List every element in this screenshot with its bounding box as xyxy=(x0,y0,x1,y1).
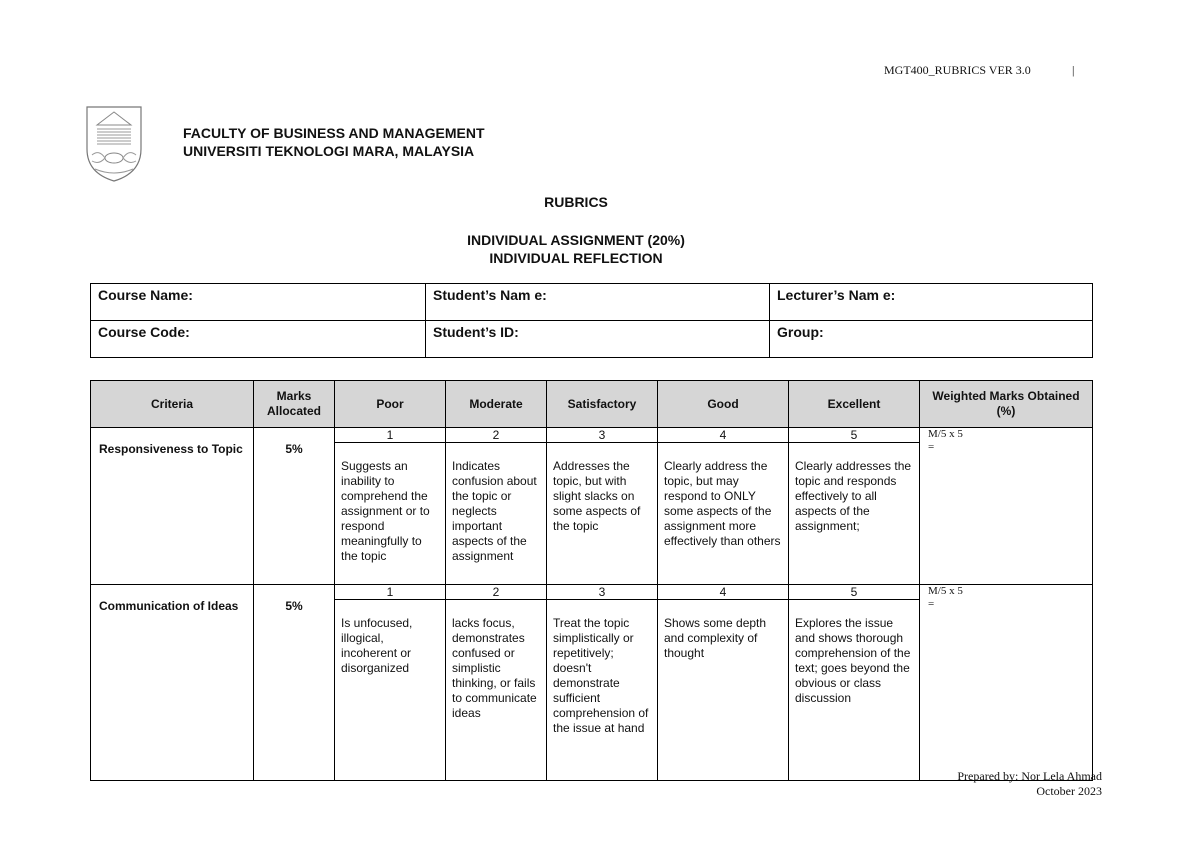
poor-description: Suggests an inability to comprehend the assignment or to respond meaningfully to the topic xyxy=(335,443,446,585)
header-separator: | xyxy=(1072,63,1075,77)
level-number: 2 xyxy=(446,428,547,443)
student-id-field: Student’s ID: xyxy=(426,321,770,358)
level-number: 1 xyxy=(335,428,446,443)
level-number: 5 xyxy=(789,428,920,443)
course-code-field: Course Code: xyxy=(91,321,426,358)
header-marks: Marks Allocated xyxy=(254,381,335,428)
header-good: Good xyxy=(658,381,789,428)
faculty-name: FACULTY OF BUSINESS AND MANAGEMENT xyxy=(183,125,485,141)
institution-block xyxy=(183,124,485,160)
header-poor: Poor xyxy=(335,381,446,428)
weighted-formula: M/5 x 5 xyxy=(928,428,963,440)
table-row xyxy=(91,428,1093,443)
prepared-by-block xyxy=(957,769,1102,799)
prepared-date: October 2023 xyxy=(1036,784,1102,798)
level-number: 3 xyxy=(547,585,658,600)
group-field: Group: xyxy=(770,321,1093,358)
level-number: 5 xyxy=(789,585,920,600)
weighted-equals: = xyxy=(928,598,935,610)
uitm-crest-logo xyxy=(83,103,145,183)
assignment-title: INDIVIDUAL ASSIGNMENT (20%) xyxy=(467,232,685,248)
marks-cell: 5% xyxy=(254,428,335,585)
course-name-field: Course Name: xyxy=(91,284,426,321)
marks-cell: 5% xyxy=(254,585,335,781)
rubrics-title: RUBRICS xyxy=(544,194,608,210)
header-excellent: Excellent xyxy=(789,381,920,428)
header-moderate: Moderate xyxy=(446,381,547,428)
header-satisfactory: Satisfactory xyxy=(547,381,658,428)
moderate-description: lacks focus, demonstrates confused or simplistic thinking, or fails to communicate ideas xyxy=(446,600,547,781)
excellent-description: Explores the issue and shows thorough comprehension of the text; goes beyond the obvious or class discussion xyxy=(789,600,920,781)
info-table xyxy=(90,283,1093,358)
level-number: 1 xyxy=(335,585,446,600)
poor-description: Is unfocused, illogical, incoherent or disorganized xyxy=(335,600,446,781)
reflection-title: INDIVIDUAL REFLECTION xyxy=(489,250,663,266)
rubric-table xyxy=(90,380,1093,781)
good-description: Clearly address the topic, but may respond to ONLY some aspects of the assignment more effectively than others xyxy=(658,443,789,585)
rubric-header-row xyxy=(91,381,1093,428)
table-row xyxy=(91,585,1093,600)
header-criteria: Criteria xyxy=(91,381,254,428)
level-number: 4 xyxy=(658,428,789,443)
excellent-description: Clearly addresses the topic and responds effectively to all aspects of the assignment; xyxy=(789,443,920,585)
assignment-title-block xyxy=(0,231,1152,267)
document-code: MGT400_RUBRICS VER 3.0 xyxy=(884,63,1031,77)
level-number: 4 xyxy=(658,585,789,600)
weighted-cell xyxy=(920,428,1093,585)
weighted-equals: = xyxy=(928,441,935,453)
level-number: 3 xyxy=(547,428,658,443)
level-number: 2 xyxy=(446,585,547,600)
weighted-cell xyxy=(920,585,1093,781)
weighted-formula: M/5 x 5 xyxy=(928,585,963,597)
satisfactory-description: Treat the topic simplistically or repetitively; doesn't demonstrate sufficient comprehension of the issue at hand xyxy=(547,600,658,781)
student-name-field: Student’s Nam e: xyxy=(426,284,770,321)
header-weighted: Weighted Marks Obtained (%) xyxy=(920,381,1093,428)
criteria-cell: Responsiveness to Topic xyxy=(91,428,254,585)
satisfactory-description: Addresses the topic, but with slight slacks on some aspects of the topic xyxy=(547,443,658,585)
prepared-by: Prepared by: Nor Lela Ahmad xyxy=(957,769,1102,783)
university-name: UNIVERSITI TEKNOLOGI MARA, MALAYSIA xyxy=(183,143,475,159)
good-description: Shows some depth and complexity of thought xyxy=(658,600,789,781)
lecturer-name-field: Lecturer’s Nam e: xyxy=(770,284,1093,321)
criteria-cell: Communication of Ideas xyxy=(91,585,254,781)
moderate-description: Indicates confusion about the topic or neglects important aspects of the assignment xyxy=(446,443,547,585)
